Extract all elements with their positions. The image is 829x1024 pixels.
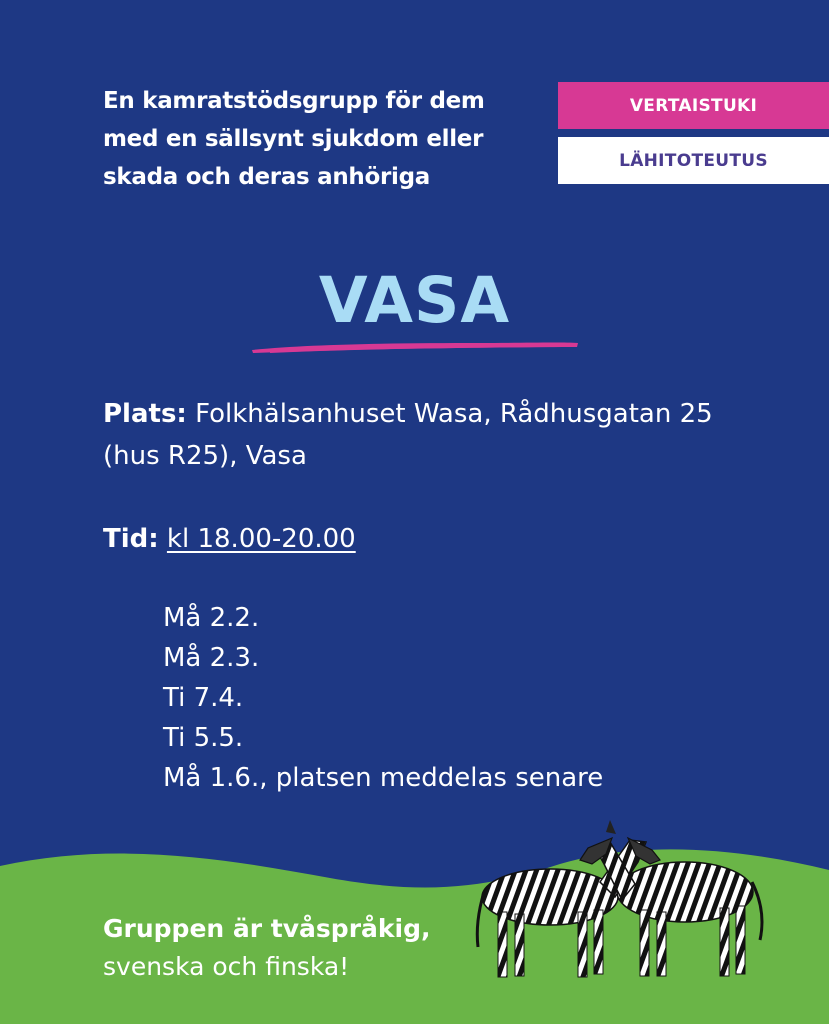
date-item: Må 1.6., platsen meddelas senare — [163, 763, 604, 793]
date-item: Må 2.3. — [163, 643, 260, 673]
tag-vertaistuki: VERTAISTUKI — [558, 82, 829, 129]
city-title: VASA — [318, 264, 511, 337]
date-item: Må 2.2. — [163, 603, 260, 633]
zebras-icon — [470, 812, 770, 987]
time-value: kl 18.00-20.00 — [166, 524, 356, 554]
date-item: Ti 7.4. — [163, 683, 244, 713]
intro-text: En kamratstödsgrupp för dem med en sällsynt sjukdom eller skada och deras anhöriga — [103, 88, 485, 190]
place-value: Folkhälsanhuset Wasa, Rådhusgatan 25 (hus R25), Vasa — [103, 399, 713, 471]
footer-line-2: svenska och finska! — [103, 952, 350, 981]
brush-underline-icon — [250, 335, 580, 357]
place-info — [103, 393, 743, 477]
footer-line-1: Gruppen är tvåspråkig, — [103, 914, 431, 943]
place-label: Plats: — [103, 399, 187, 429]
tag-lahitoteutus: LÄHITOTEUTUS — [558, 137, 829, 184]
date-list — [163, 598, 603, 798]
date-item: Ti 5.5. — [163, 723, 244, 753]
footer-text — [103, 910, 430, 986]
time-label: Tid: — [103, 524, 159, 554]
time-info — [103, 519, 356, 559]
